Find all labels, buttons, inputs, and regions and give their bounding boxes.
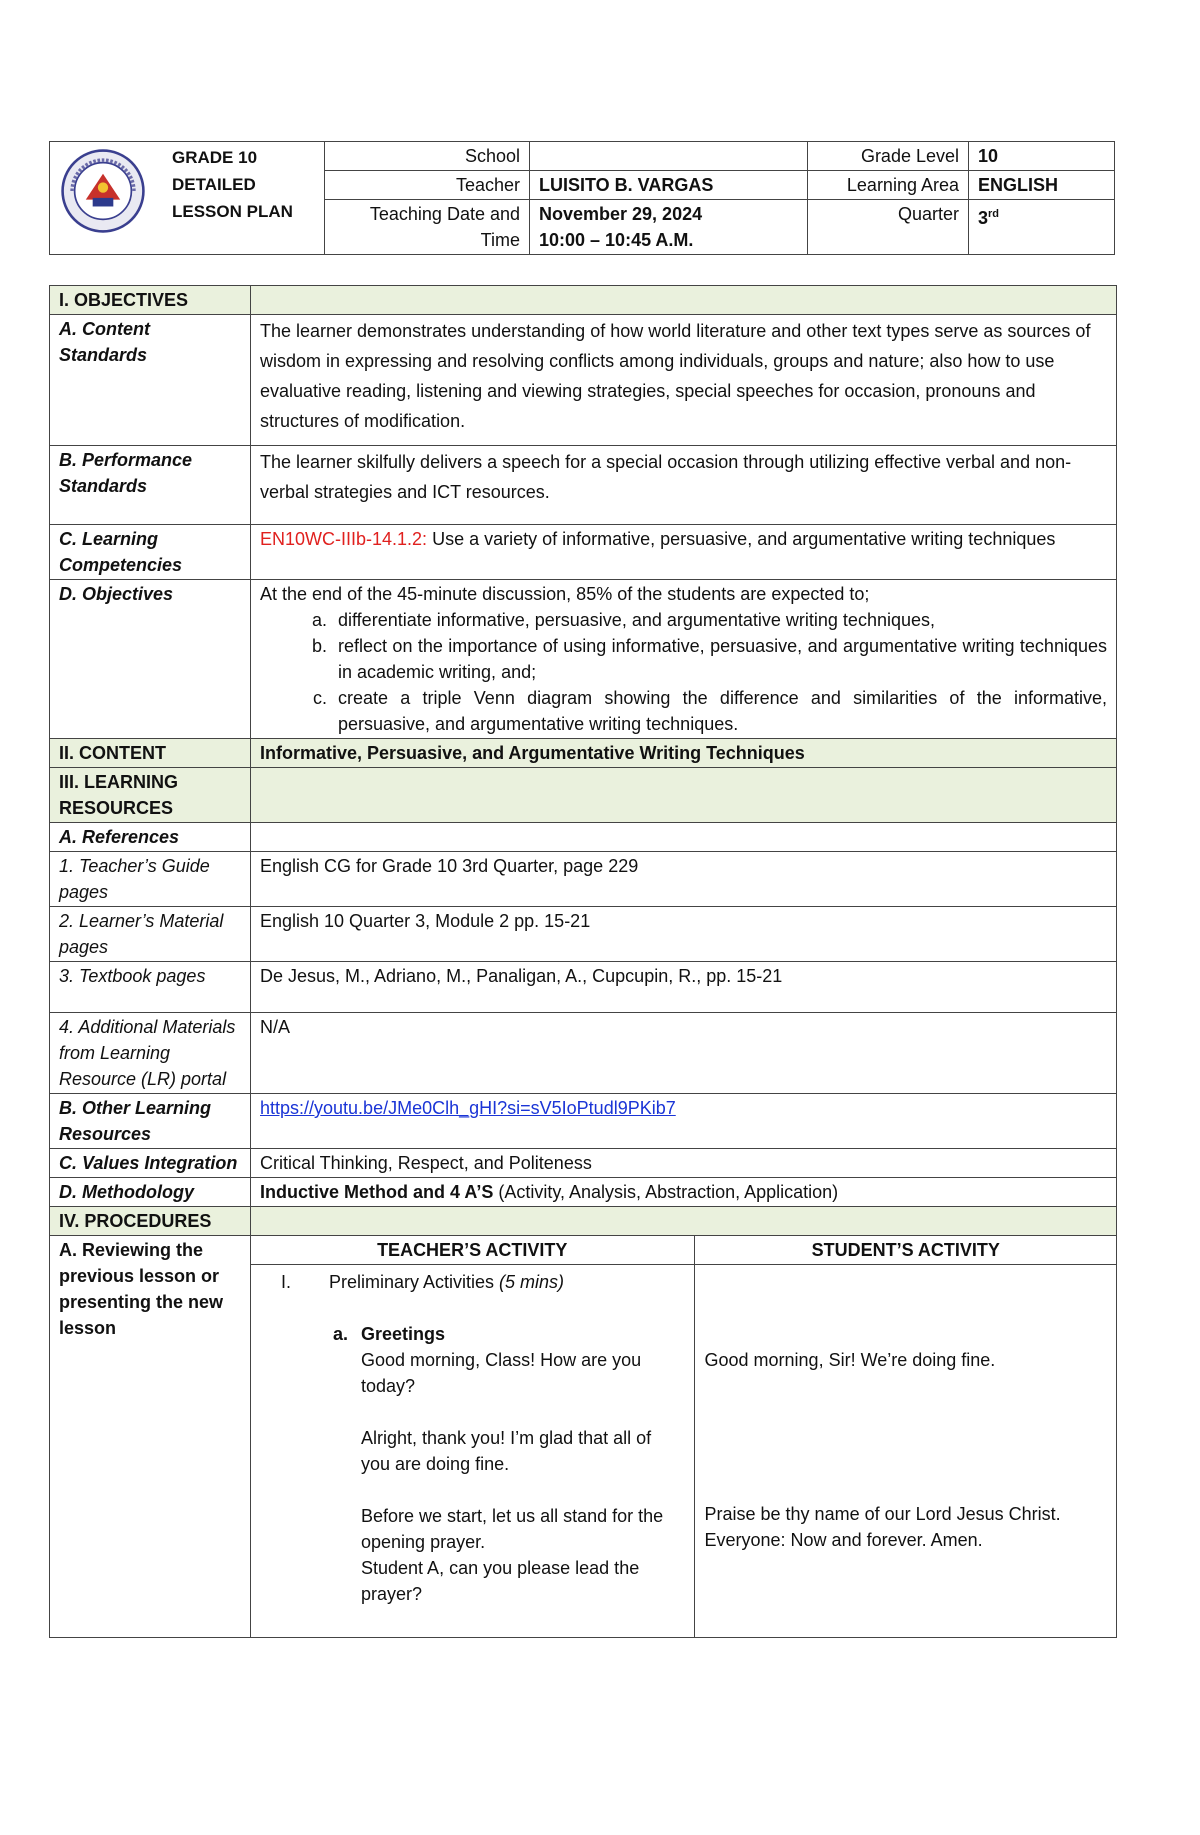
title-line-2: DETAILED (172, 175, 256, 194)
title-cell (50, 142, 325, 255)
content-section-title: II. CONTENT (50, 739, 251, 768)
school-label: School (325, 142, 530, 171)
methodology-rest: (Activity, Analysis, Abstraction, Application) (493, 1182, 839, 1202)
teacher-thanks: Alright, thank you! I’m glad that all of you are doing fine. (361, 1428, 652, 1474)
activity-cell (251, 1236, 1117, 1638)
preliminary-time: (5 mins) (499, 1272, 565, 1292)
student-greeting: Good morning, Sir! We’re doing fine. (704, 1350, 996, 1370)
lesson-plan-table (49, 285, 1117, 1638)
objectives-list (260, 607, 1107, 737)
teacher-prayer-request: Student A, can you please lead the prayer? (361, 1558, 640, 1604)
teachers-guide-label: 1. Teacher’s Guide pages (50, 852, 251, 907)
quarter-suffix: rd (988, 208, 1000, 220)
review-label: A. Reviewing the previous lesson or presenting the new lesson (50, 1236, 251, 1638)
teacher-prayer-call: Before we start, let us all stand for the opening prayer. (361, 1506, 664, 1552)
content-standards-row (50, 315, 1117, 446)
date-value (530, 200, 808, 255)
objectives-label: D. Objectives (50, 580, 251, 739)
values-value: Critical Thinking, Respect, and Politeness (251, 1149, 1117, 1178)
teacher-activity-header: TEACHER’S ACTIVITY (251, 1236, 694, 1265)
title-line-3: LESSON PLAN (172, 202, 293, 221)
teacher-activity-column (251, 1265, 694, 1638)
textbook-row (50, 962, 1117, 1013)
objective-item: a. differentiate informative, persuasive, and argumentative writing techniques, (332, 607, 1107, 633)
student-activity-column (694, 1265, 1117, 1638)
performance-standards-row (50, 446, 1117, 525)
competency-code: EN10WC-IIIb-14.1.2: (260, 529, 428, 549)
greetings-number: a. (333, 1324, 349, 1344)
performance-standards-text: The learner skilfully delivers a speech for a special occasion through utilizing effective verbal and non-verbal strategies and ICT resources. (251, 446, 1117, 525)
additional-materials-row (50, 1013, 1117, 1094)
methodology-bold: Inductive Method and 4 A’S (260, 1182, 494, 1202)
content-standards-label: A. Content Standards (50, 315, 251, 446)
learners-material-value: English 10 Quarter 3, Module 2 pp. 15-21 (251, 907, 1117, 962)
teachers-guide-value: English CG for Grade 10 3rd Quarter, page 229 (251, 852, 1117, 907)
date-label (325, 200, 530, 255)
other-resources-row (50, 1094, 1117, 1149)
grade-level-label: Grade Level (808, 142, 969, 171)
resources-section-title: III. LEARNING RESOURCES (50, 768, 251, 823)
teacher-greeting: Good morning, Class! How are you today? (361, 1350, 642, 1396)
additional-materials-label: 4. Additional Materials from Learning Resource (LR) portal (50, 1013, 251, 1094)
procedures-section-title: IV. PROCEDURES (50, 1207, 251, 1236)
date-value-line-1: November 29, 2024 (539, 204, 703, 224)
preliminary-number: I. (281, 1272, 292, 1292)
methodology-row (50, 1178, 1117, 1207)
teacher-value: LUISITO B. VARGAS (530, 171, 808, 200)
values-label: C. Values Integration (50, 1149, 251, 1178)
other-resources-label: B. Other Learning Resources (50, 1094, 251, 1149)
quarter-value (969, 200, 1115, 255)
objectives-intro: At the end of the 45-minute discussion, 85% of the students are expected to; (260, 584, 870, 604)
other-resources-cell (251, 1094, 1117, 1149)
methodology-value (251, 1178, 1117, 1207)
learning-area-label: Learning Area (808, 171, 969, 200)
competency-description: Use a variety of informative, persuasive, and argumentative writing techniques (427, 529, 1056, 549)
video-link[interactable]: https://youtu.be/JMe0Clh_gHI?si=sV5IoPtudl9PKib7 (260, 1098, 676, 1118)
date-value-line-2: 10:00 – 10:45 A.M. (539, 230, 694, 250)
values-row (50, 1149, 1117, 1178)
procedures-section-row (50, 1207, 1117, 1236)
activity-table (251, 1236, 1117, 1637)
learners-material-row (50, 907, 1117, 962)
performance-standards-label: B. Performance Standards (50, 446, 251, 525)
content-section-row (50, 739, 1117, 768)
date-label-line-1: Teaching Date and (369, 204, 520, 224)
teacher-label: Teacher (325, 171, 530, 200)
deped-seal-icon (60, 148, 146, 234)
quarter-label: Quarter (808, 200, 969, 255)
school-value (530, 142, 808, 171)
preliminary-text: Preliminary Activities (329, 1272, 500, 1292)
objectives-row (50, 580, 1117, 739)
competencies-label: C. Learning Competencies (50, 525, 251, 580)
objectives-text (251, 580, 1117, 739)
content-value: Informative, Persuasive, and Argumentative Writing Techniques (251, 739, 1117, 768)
objective-item: b. reflect on the importance of using informative, persuasive, and argumentative writing techniques in academic writing, and; (332, 633, 1107, 685)
objectives-section-row (50, 286, 1117, 315)
teachers-guide-row (50, 852, 1117, 907)
preliminary-activities (281, 1269, 685, 1295)
student-prayer-line-2: Everyone: Now and forever. Amen. (704, 1530, 983, 1550)
methodology-label: D. Methodology (50, 1178, 251, 1207)
review-row (50, 1236, 1117, 1638)
learners-material-label: 2. Learner’s Material pages (50, 907, 251, 962)
textbook-value: De Jesus, M., Adriano, M., Panaligan, A., Cupcupin, R., pp. 15-21 (251, 962, 1117, 1013)
competencies-text (251, 525, 1117, 580)
content-standards-text: The learner demonstrates understanding of how world literature and other text types serve as sources of wisdom in expressing and resolving conflicts among individuals, groups and nature; also how to use evaluative reading, listening and viewing strategies, special speeches for occasion, pronouns and structures of modification. (251, 315, 1117, 446)
learning-area-value: ENGLISH (969, 171, 1115, 200)
student-activity-header: STUDENT’S ACTIVITY (694, 1236, 1117, 1265)
additional-materials-value: N/A (251, 1013, 1117, 1094)
student-prayer-line-1: Praise be thy name of our Lord Jesus Christ. (704, 1504, 1061, 1524)
objective-item: c. create a triple Venn diagram showing the difference and similarities of the informative, persuasive, and argumentative writing techniques. (332, 685, 1107, 737)
grade-level-value: 10 (969, 142, 1115, 171)
title-line-1: GRADE 10 (172, 148, 258, 167)
objectives-section-title: I. OBJECTIVES (50, 286, 251, 315)
references-row (50, 823, 1117, 852)
date-label-line-2: Time (480, 230, 520, 250)
quarter-number: 3 (978, 208, 989, 228)
resources-section-row (50, 768, 1117, 823)
textbook-label: 3. Textbook pages (50, 962, 251, 1013)
header-table (49, 141, 1115, 255)
competencies-row (50, 525, 1117, 580)
greetings-title: Greetings (361, 1324, 446, 1344)
greetings-heading (333, 1321, 685, 1347)
references-label: A. References (50, 823, 251, 852)
